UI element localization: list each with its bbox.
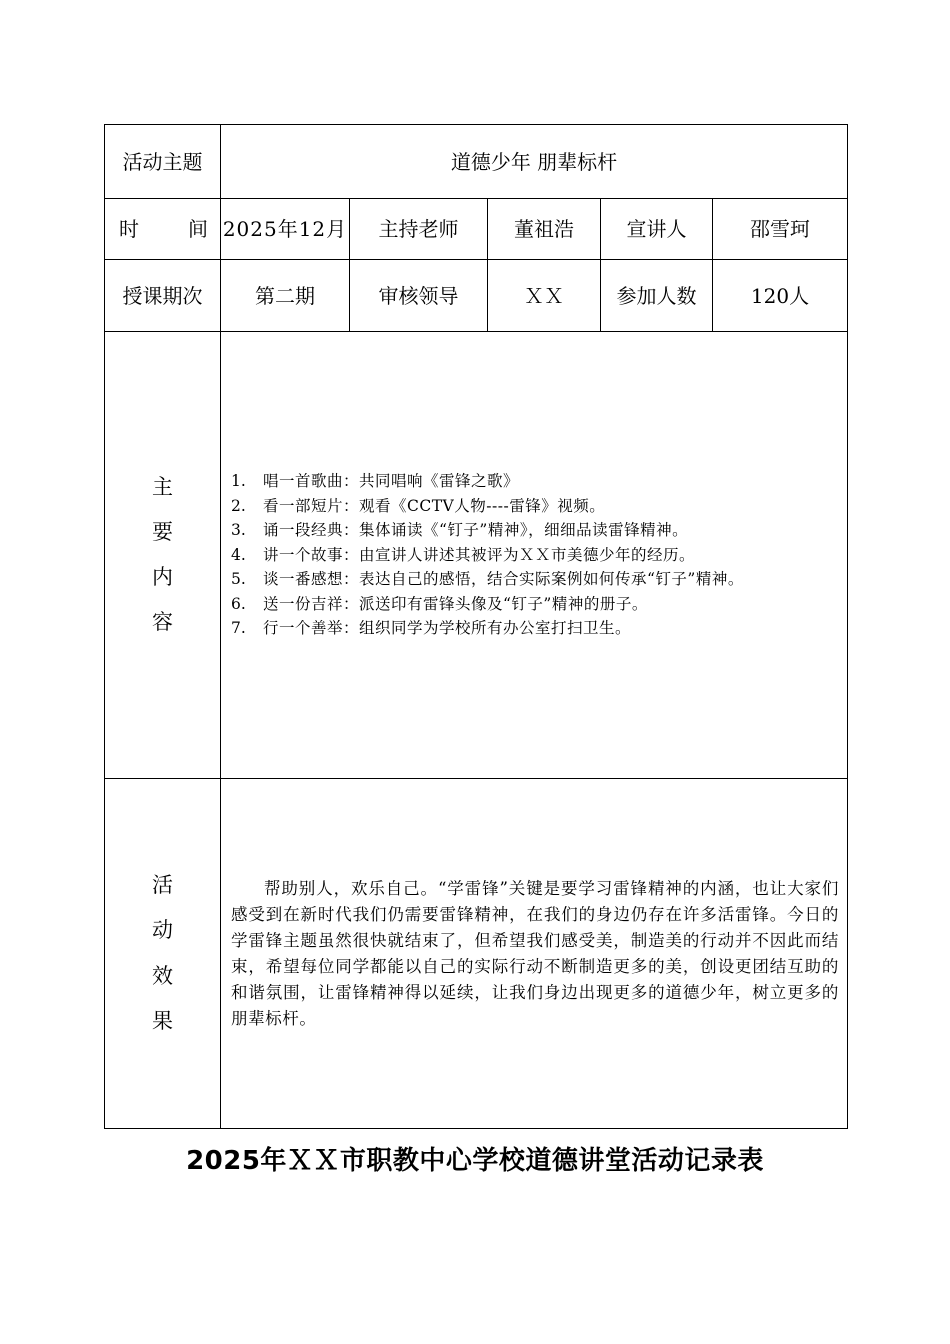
effect-label-char: 活 (152, 873, 173, 898)
list-item-number: 1. (231, 472, 246, 491)
reviewer-value: ＸＸ (488, 260, 601, 332)
list-item (231, 543, 839, 568)
list-item-text: 看一部短片：观看《CCTV人物----雷锋》视频。 (263, 496, 606, 515)
date-value: 2025年12月 (221, 199, 350, 260)
time-label-char: 时 (119, 217, 139, 241)
activity-record-table (104, 124, 848, 1129)
list-item (231, 469, 839, 494)
list-item-text: 讲一个故事：由宣讲人讲述其被评为ＸＸ市美德少年的经历。 (263, 545, 696, 564)
document-title: 2025年ＸＸ市职教中心学校道德讲堂活动记录表 (186, 1146, 764, 1176)
time-label-char: 间 (188, 217, 208, 241)
list-item-number: 6. (231, 594, 246, 613)
effect-label (105, 779, 221, 1129)
list-item (231, 567, 839, 592)
content-label (105, 332, 221, 779)
effect-label-char: 果 (152, 1008, 173, 1033)
list-item-number: 4. (231, 545, 246, 564)
period-label: 授课期次 (105, 260, 221, 332)
list-item-text: 送一份吉祥：派送印有雷锋头像及“钉子”精神的册子。 (263, 594, 648, 613)
list-item-text: 谈一番感想：表达自己的感悟，结合实际案例如何传承“钉子”精神。 (263, 570, 744, 589)
content-label-char: 内 (152, 565, 173, 589)
list-item-text: 唱一首歌曲：共同唱响《雷锋之歌》 (263, 472, 520, 491)
list-item (231, 518, 839, 543)
effect-label-char: 效 (152, 963, 173, 988)
list-item (231, 494, 839, 519)
content-row (105, 332, 848, 779)
list-item (231, 616, 839, 641)
period-value: 第二期 (221, 260, 350, 332)
content-body (221, 332, 848, 779)
effect-paragraph: 帮助别人，欢乐自己。“学雷锋”关键是要学习雷锋精神的内涵，也让大家们感受到在新时代我们仍需要雷锋精神，在我们的身边仍存在许多活雷锋。今日的学雷锋主题虽然很快就结束了，但希望我们感受美，制造美的行动并不因此而结束，希望每位同学都能以自己的实际行动不断制造更多的美，创设更团结互助的和谐氛围，让雷锋精神得以延续，让我们身边出现更多的道德少年，树立更多的朋辈标杆。 (231, 878, 840, 1028)
host-value: 董祖浩 (488, 199, 601, 260)
attendance-label: 参加人数 (601, 260, 713, 332)
topic-label: 活动主题 (105, 125, 221, 199)
content-label-char: 要 (152, 519, 173, 544)
topic-row (105, 125, 848, 199)
effect-row (105, 779, 848, 1129)
list-item-number: 3. (231, 521, 246, 540)
effect-body (221, 779, 848, 1129)
list-item-number: 7. (231, 619, 246, 638)
host-label: 主持老师 (350, 199, 488, 260)
list-item-text: 诵一段经典：集体诵读《“钉子”精神》，细细品读雷锋精神。 (263, 521, 689, 540)
list-item-number: 5. (231, 570, 246, 589)
time-row (105, 199, 848, 260)
time-label (105, 199, 221, 260)
reviewer-label: 审核领导 (350, 260, 488, 332)
list-item-number: 2. (231, 496, 246, 515)
content-label-char: 容 (152, 610, 173, 635)
list-item (231, 592, 839, 617)
speaker-value: 邵雪珂 (713, 199, 848, 260)
effect-label-char: 动 (152, 918, 173, 943)
period-row (105, 260, 848, 332)
speaker-label: 宣讲人 (601, 199, 713, 260)
content-list (221, 469, 847, 641)
list-item-text: 行一个善举：组织同学为学校所有办公室打扫卫生。 (263, 619, 632, 638)
topic-value: 道德少年 朋辈标杆 (221, 125, 848, 199)
content-label-char: 主 (152, 474, 173, 499)
attendance-value: 120人 (713, 260, 848, 332)
